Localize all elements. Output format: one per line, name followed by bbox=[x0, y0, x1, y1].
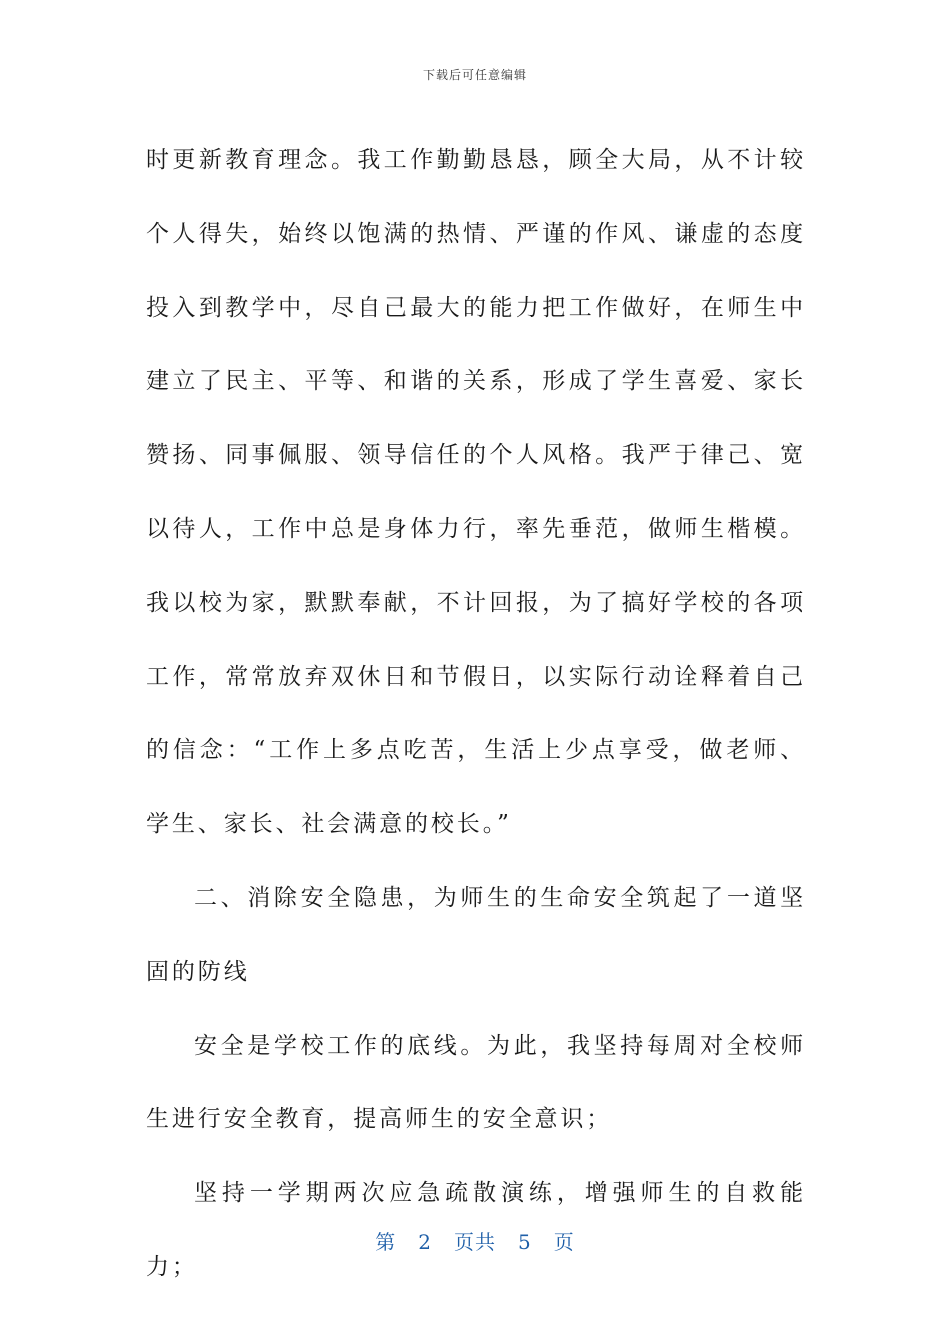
paragraph-3: 安全是学校工作的底线。为此，我坚持每周对全校师生进行安全教育，提高师生的安全意识； bbox=[146, 1032, 806, 1133]
paragraph-2-section-heading: 二、消除安全隐患，为师生的生命安全筑起了一道坚固的防线 bbox=[146, 884, 806, 985]
footer-mid: 页共 bbox=[454, 1230, 496, 1254]
footer-current-page: 2 bbox=[418, 1230, 432, 1254]
page-footer bbox=[0, 1226, 950, 1255]
paragraph-4: 坚持一学期两次应急疏散演练，增强师生的自救能力； bbox=[146, 1180, 806, 1280]
paragraph-1: 时更新教育理念。我工作勤勤恳恳，顾全大局，从不计较个人得失，始终以饱满的热情、严谨的作风、谦虚的态度投入到教学中，尽自己最大的能力把工作做好，在师生中建立了民主、平等、和谐的关系，形成了学生喜爱、家长赞扬、同事佩服、领导信任的个人风格。我严于律己、宽以待人，工作中总是身体力行，率先垂范，做师生楷模。我以校为家，默默奉献，不计回报，为了搞好学校的各项工作，常常放弃双休日和节假日，以实际行动诠释着自己的信念：“工作上多点吃苦，生活上少点享受，做老师、学生、家长、社会满意的校长。” bbox=[146, 147, 806, 838]
footer-prefix: 第 bbox=[375, 1230, 397, 1254]
document-body bbox=[146, 124, 806, 1305]
page-header-note: 下载后可任意编辑 bbox=[422, 68, 527, 82]
footer-suffix: 页 bbox=[553, 1230, 575, 1254]
footer-total-pages: 5 bbox=[518, 1230, 532, 1254]
